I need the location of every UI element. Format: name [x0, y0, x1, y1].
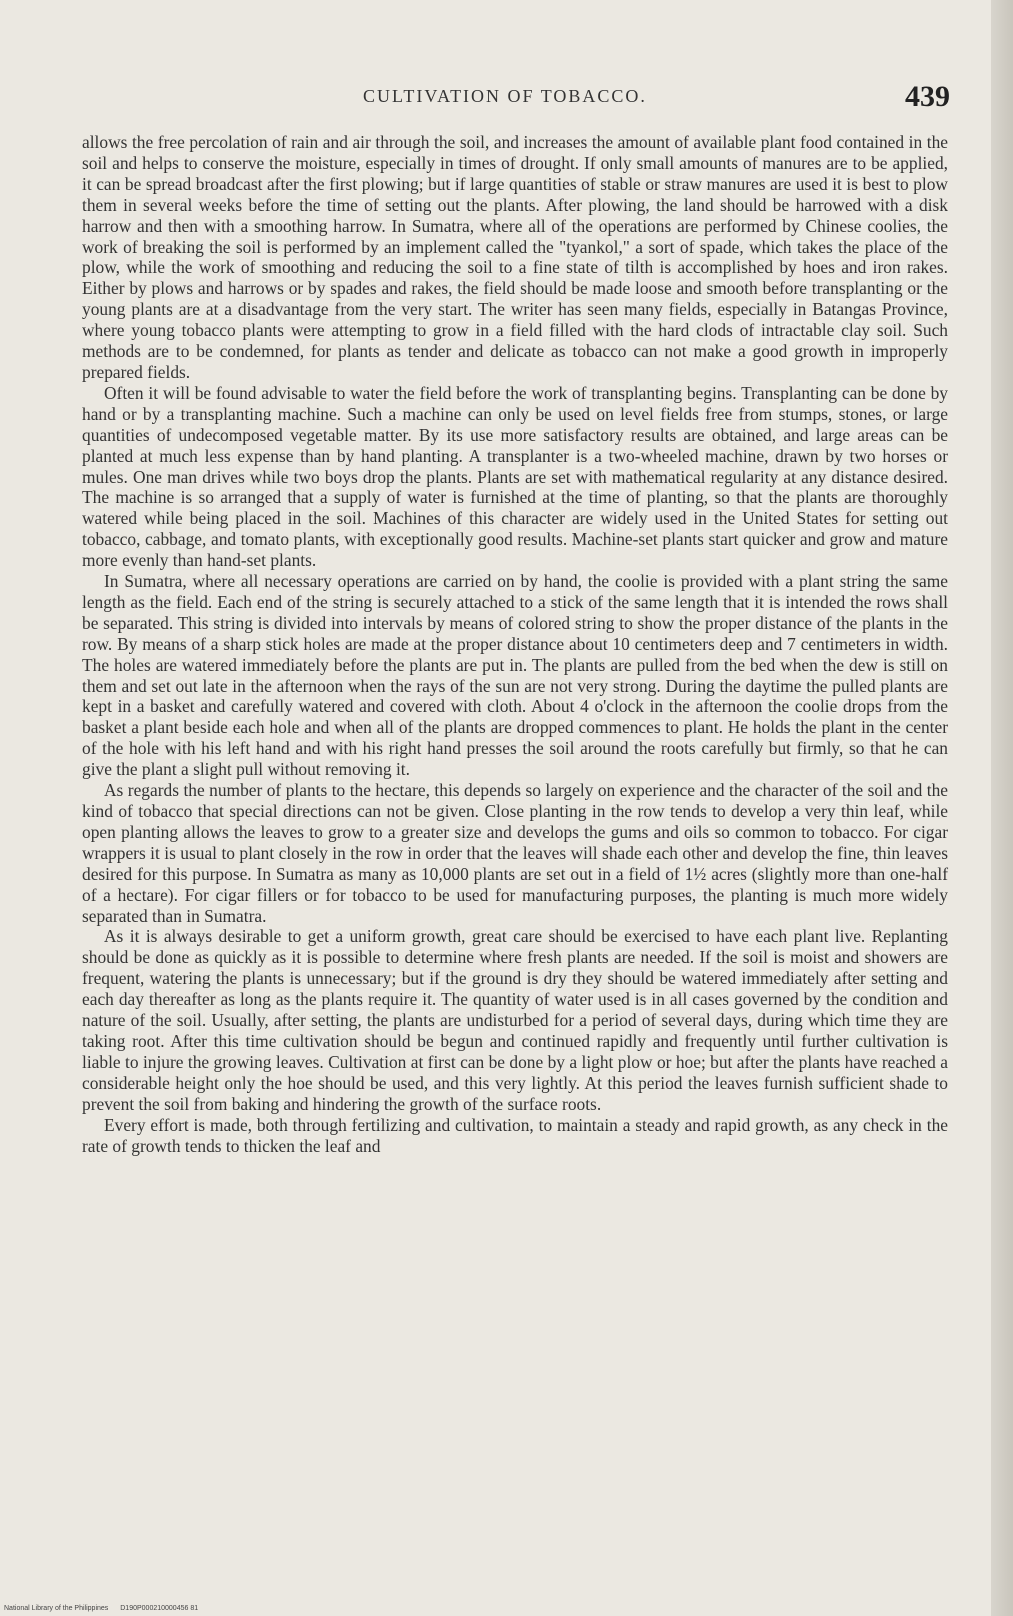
page-header	[60, 80, 950, 120]
paragraph: As regards the number of plants to the hectare, this depends so largely on experience and the character of the soil and the kind of tobacco that special directions can not be given. Close planting in the row tends to develop a very thin leaf, while open planting allows the leaves to grow to a greater size and develops the gums and oils so common to tobacco. For cigar wrappers it is usual to plant closely in the row in order that the leaves will shade each other and develop the fine, thin leaves desired for this purpose. In Sumatra as many as 10,000 plants are set out in a field of 1½ acres (slightly more than one-half of a hectare). For cigar fillers or for tobacco to be used for manufacturing purposes, the planting is much more widely separated than in Sumatra.	[82, 780, 948, 926]
paragraph: allows the free percolation of rain and air through the soil, and increases the amount of available plant food contained in the soil and helps to conserve the moisture, especially in times of drought. If only small amounts of manures are to be applied, it can be spread broadcast after the first plowing; but if large quantities of stable or straw manures are used it is best to plow them in several weeks before the time of setting out the plants. After plowing, the land should be harrowed with a disk harrow and then with a smoothing harrow. In Sumatra, where all of the operations are performed by Chinese coolies, the work of breaking the soil is performed by an implement called the "tyankol," a sort of spade, which takes the place of the plow, while the work of smoothing and reducing the soil to a fine state of tilth is accomplished by hoes and iron rakes. Either by plows and harrows or by spades and rakes, the field should be made loose and smooth before transplanting or the young plants are at a disadvantage from the very start. The writer has seen many fields, especially in Batangas Province, where young tobacco plants were attempting to grow in a field filled with the hard clods of intractable clay soil. Such methods are to be condemned, for plants as tender and delicate as tobacco can not make a good growth in improperly prepared fields.	[82, 132, 948, 382]
page-number: 439	[905, 80, 950, 113]
paragraph: As it is always desirable to get a uniform growth, great care should be exercised to have each plant live. Replanting should be done as quickly as it is possible to determine where fresh plants are needed. If the soil is moist and showers are frequent, watering the plants is unnecessary; but if the ground is dry they should be watered immediately after setting and each day thereafter as long as the plants require it. The quantity of water used is in all cases governed by the condition and nature of the soil. Usually, after setting, the plants are undisturbed for a period of several days, during which time they are taking root. After this time cultivation should be begun and continued rapidly and frequently until further cultivation is liable to injure the growing leaves. Cultivation at first can be done by a light plow or hoe; but after the plants have reached a considerable height only the hoe should be used, and this very lightly. At this period the leaves furnish sufficient shade to prevent the soil from baking and hindering the growth of the surface roots.	[82, 926, 948, 1114]
paragraph: Every effort is made, both through fertilizing and cultivation, to maintain a steady and rapid growth, as any check in the rate of growth tends to thicken the leaf and	[82, 1114, 948, 1156]
page-edge	[991, 0, 1013, 1616]
footer-library: National Library of the Philippines	[4, 1605, 109, 1612]
running-head: CULTIVATION OF TOBACCO.	[363, 86, 647, 106]
footer-code: D190P000210000456 81	[120, 1605, 199, 1612]
paragraph: Often it will be found advisable to water the field before the work of transplanting begins. Transplanting can be done by hand or by a transplanting machine. Such a machine can only be used on level fields free from stumps, stones, or large quantities of undecomposed vegetable matter. By its use more satisfactory results are obtained, and large areas can be planted at much less expense than by hand planting. A transplanter is a two-wheeled machine, drawn by two horses or mules. One man drives while two boys drop the plants. Plants are set with mathematical regularity at any distance desired. The machine is so arranged that a supply of water is furnished at the time of planting, so that the plants are thoroughly watered while being placed in the soil. Machines of this character are widely used in the United States for setting out tobacco, cabbage, and tomato plants, with exceptionally good results. Machine-set plants start quicker and grow and mature more evenly than hand-set plants.	[82, 382, 948, 571]
scan-footer	[4, 1605, 208, 1612]
body-text	[82, 132, 948, 1156]
paragraph: In Sumatra, where all necessary operations are carried on by hand, the coolie is provided with a plant string the same length as the field. Each end of the string is securely attached to a stick of the same length that it is intended the rows shall be separated. This string is divided into intervals by means of colored string to show the proper distance of the plants in the row. By means of a sharp stick holes are made at the proper distance about 10 centimeters deep and 7 centimeters in width. The holes are watered immediately before the plants are put in. The plants are pulled from the bed when the dew is still on them and set out late in the afternoon when the rays of the sun are not very strong. During the daytime the pulled plants are kept in a basket and carefully watered and covered with cloth. About 4 o'clock in the afternoon the coolie drops from the basket a plant beside each hole and when all of the plants are dropped commences to plant. He holds the plant in the center of the hole with his left hand and with his right hand presses the soil around the roots carefully but firmly, so that he can give the plant a slight pull without removing it.	[82, 571, 948, 780]
